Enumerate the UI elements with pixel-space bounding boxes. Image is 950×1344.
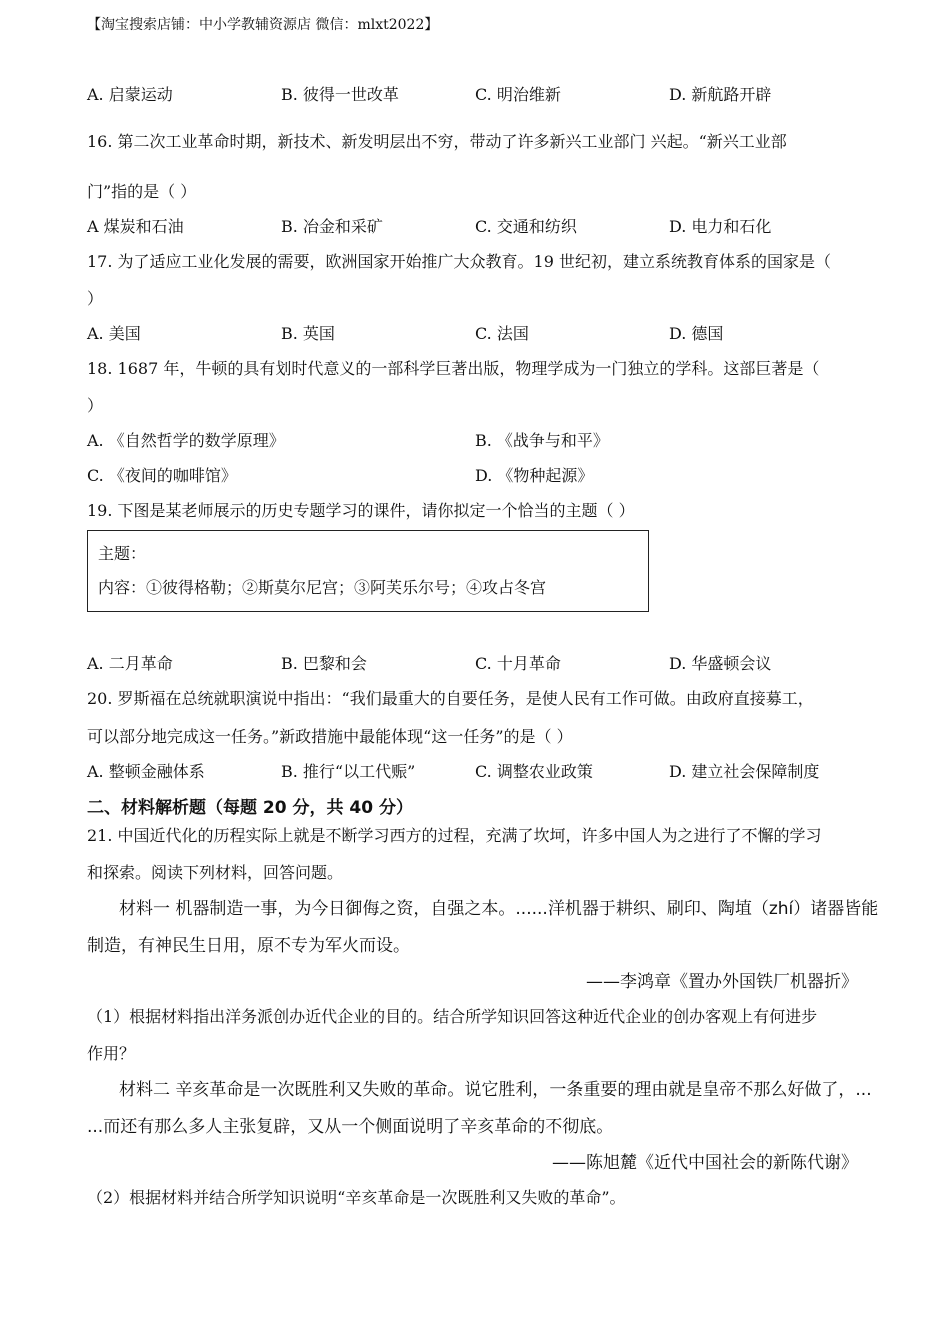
q20-stem-line2: 可以部分地完成这一任务。”新政措施中最能体现“这一任务”的是（ ） [87, 727, 573, 746]
q21-material2-line1: 材料二 辛亥革命是一次既胜利又失败的革命。说它胜利，一条重要的理由就是皇帝不那么好做了，... [119, 1080, 872, 1100]
q16-option-b: B. 冶金和采矿 [281, 217, 383, 236]
q20-option-d: D. 建立社会保障制度 [669, 762, 820, 781]
q19-box-title: 主题： [98, 544, 147, 563]
q20-option-a: A. 整顿金融体系 [87, 762, 205, 781]
section2-title: 二、材料解析题（每题 20 分，共 40 分） [87, 798, 413, 818]
q17-option-c: C. 法国 [475, 324, 529, 343]
q21-material1-line1: 材料一 机器制造一事，为今日御侮之资，自强之本。......洋机器于耕织、刷印、陶埴（zhí）诸器皆能 [119, 899, 879, 919]
q18-option-b: B. 《战争与和平》 [475, 431, 609, 450]
q19-option-d: D. 华盛顿会议 [669, 654, 772, 673]
q16-stem-line1: 16. 第二次工业革命时期，新技术、新发明层出不穷，带动了许多新兴工业部门 兴起。“新兴工业部 [87, 132, 787, 151]
q15-option-a: A. 启蒙运动 [87, 85, 173, 104]
q15-option-d: D. 新航路开辟 [669, 85, 772, 104]
page-header: 【淘宝搜索店铺：中小学教辅资源店 微信：mlxt2022】 [87, 17, 439, 33]
q18-option-d: D. 《物种起源》 [475, 466, 594, 485]
q17-stem-line2: ） [87, 289, 104, 308]
q21-stem-line2: 和探索。阅读下列材料，回答问题。 [87, 863, 344, 882]
q16-option-c: C. 交通和纺织 [475, 217, 577, 236]
q18-option-c: C. 《夜间的咖啡馆》 [87, 466, 237, 485]
q18-option-a: A. 《自然哲学的数学原理》 [87, 431, 285, 450]
q21-sub1-line2: 作用？ [87, 1044, 136, 1063]
q21-sub2: （2）根据材料并结合所学知识说明“辛亥革命是一次既胜利又失败的革命”。 [87, 1188, 626, 1207]
q18-stem-line2: ） [87, 396, 104, 415]
q21-stem-line1: 21. 中国近代化的历程实际上就是不断学习西方的过程，充满了坎坷，许多中国人为之进行了不懈的学习 [87, 826, 822, 845]
q16-stem-line2: 门”指的是（ ） [87, 182, 197, 201]
q17-stem-line1: 17. 为了适应工业化发展的需要，欧洲国家开始推广大众教育。19 世纪初，建立系统教育体系的国家是（ [87, 252, 831, 271]
q19-courseware-box [87, 530, 649, 612]
q15-option-c: C. 明治维新 [475, 85, 561, 104]
q21-material1-source: ——李鸿章《置办外国铁厂机器折》 [586, 972, 858, 992]
q21-material1-line2: 制造，有神民生日用，原不专为军火而设。 [87, 936, 410, 956]
q19-option-c: C. 十月革命 [475, 654, 561, 673]
q16-option-d: D. 电力和石化 [669, 217, 772, 236]
q19-option-b: B. 巴黎和会 [281, 654, 367, 673]
q19-option-a: A. 二月革命 [87, 654, 173, 673]
q21-material2-source: ——陈旭麓《近代中国社会的新陈代谢》 [552, 1153, 858, 1173]
q17-option-b: B. 英国 [281, 324, 335, 343]
q16-option-a: A 煤炭和石油 [87, 217, 184, 236]
q20-stem-line1: 20. 罗斯福在总统就职演说中指出：“我们最重大的自要任务，是使人民有工作可做。由政府直接募工， [87, 689, 814, 708]
q21-sub1-line1: （1）根据材料指出洋务派创办近代企业的目的。结合所学知识回答这种近代企业的创办客观上有何进步 [87, 1007, 818, 1026]
q21-material2-line2: ...而还有那么多人主张复辟，又从一个侧面说明了辛亥革命的不彻底。 [87, 1117, 614, 1137]
q17-option-d: D. 德国 [669, 324, 724, 343]
q20-option-c: C. 调整农业政策 [475, 762, 593, 781]
q20-option-b: B. 推行“以工代赈” [281, 762, 416, 781]
q15-option-b: B. 彼得一世改革 [281, 85, 399, 104]
q17-option-a: A. 美国 [87, 324, 141, 343]
q19-stem: 19. 下图是某老师展示的历史专题学习的课件，请你拟定一个恰当的主题（ ） [87, 501, 635, 520]
q18-stem-line1: 18. 1687 年，牛顿的具有划时代意义的一部科学巨著出版，物理学成为一门独立的学科。这部巨著是（ [87, 359, 820, 378]
q19-box-content: 内容：①彼得格勒；②斯莫尔尼宫；③阿芙乐尔号；④攻占冬宫 [98, 578, 547, 597]
